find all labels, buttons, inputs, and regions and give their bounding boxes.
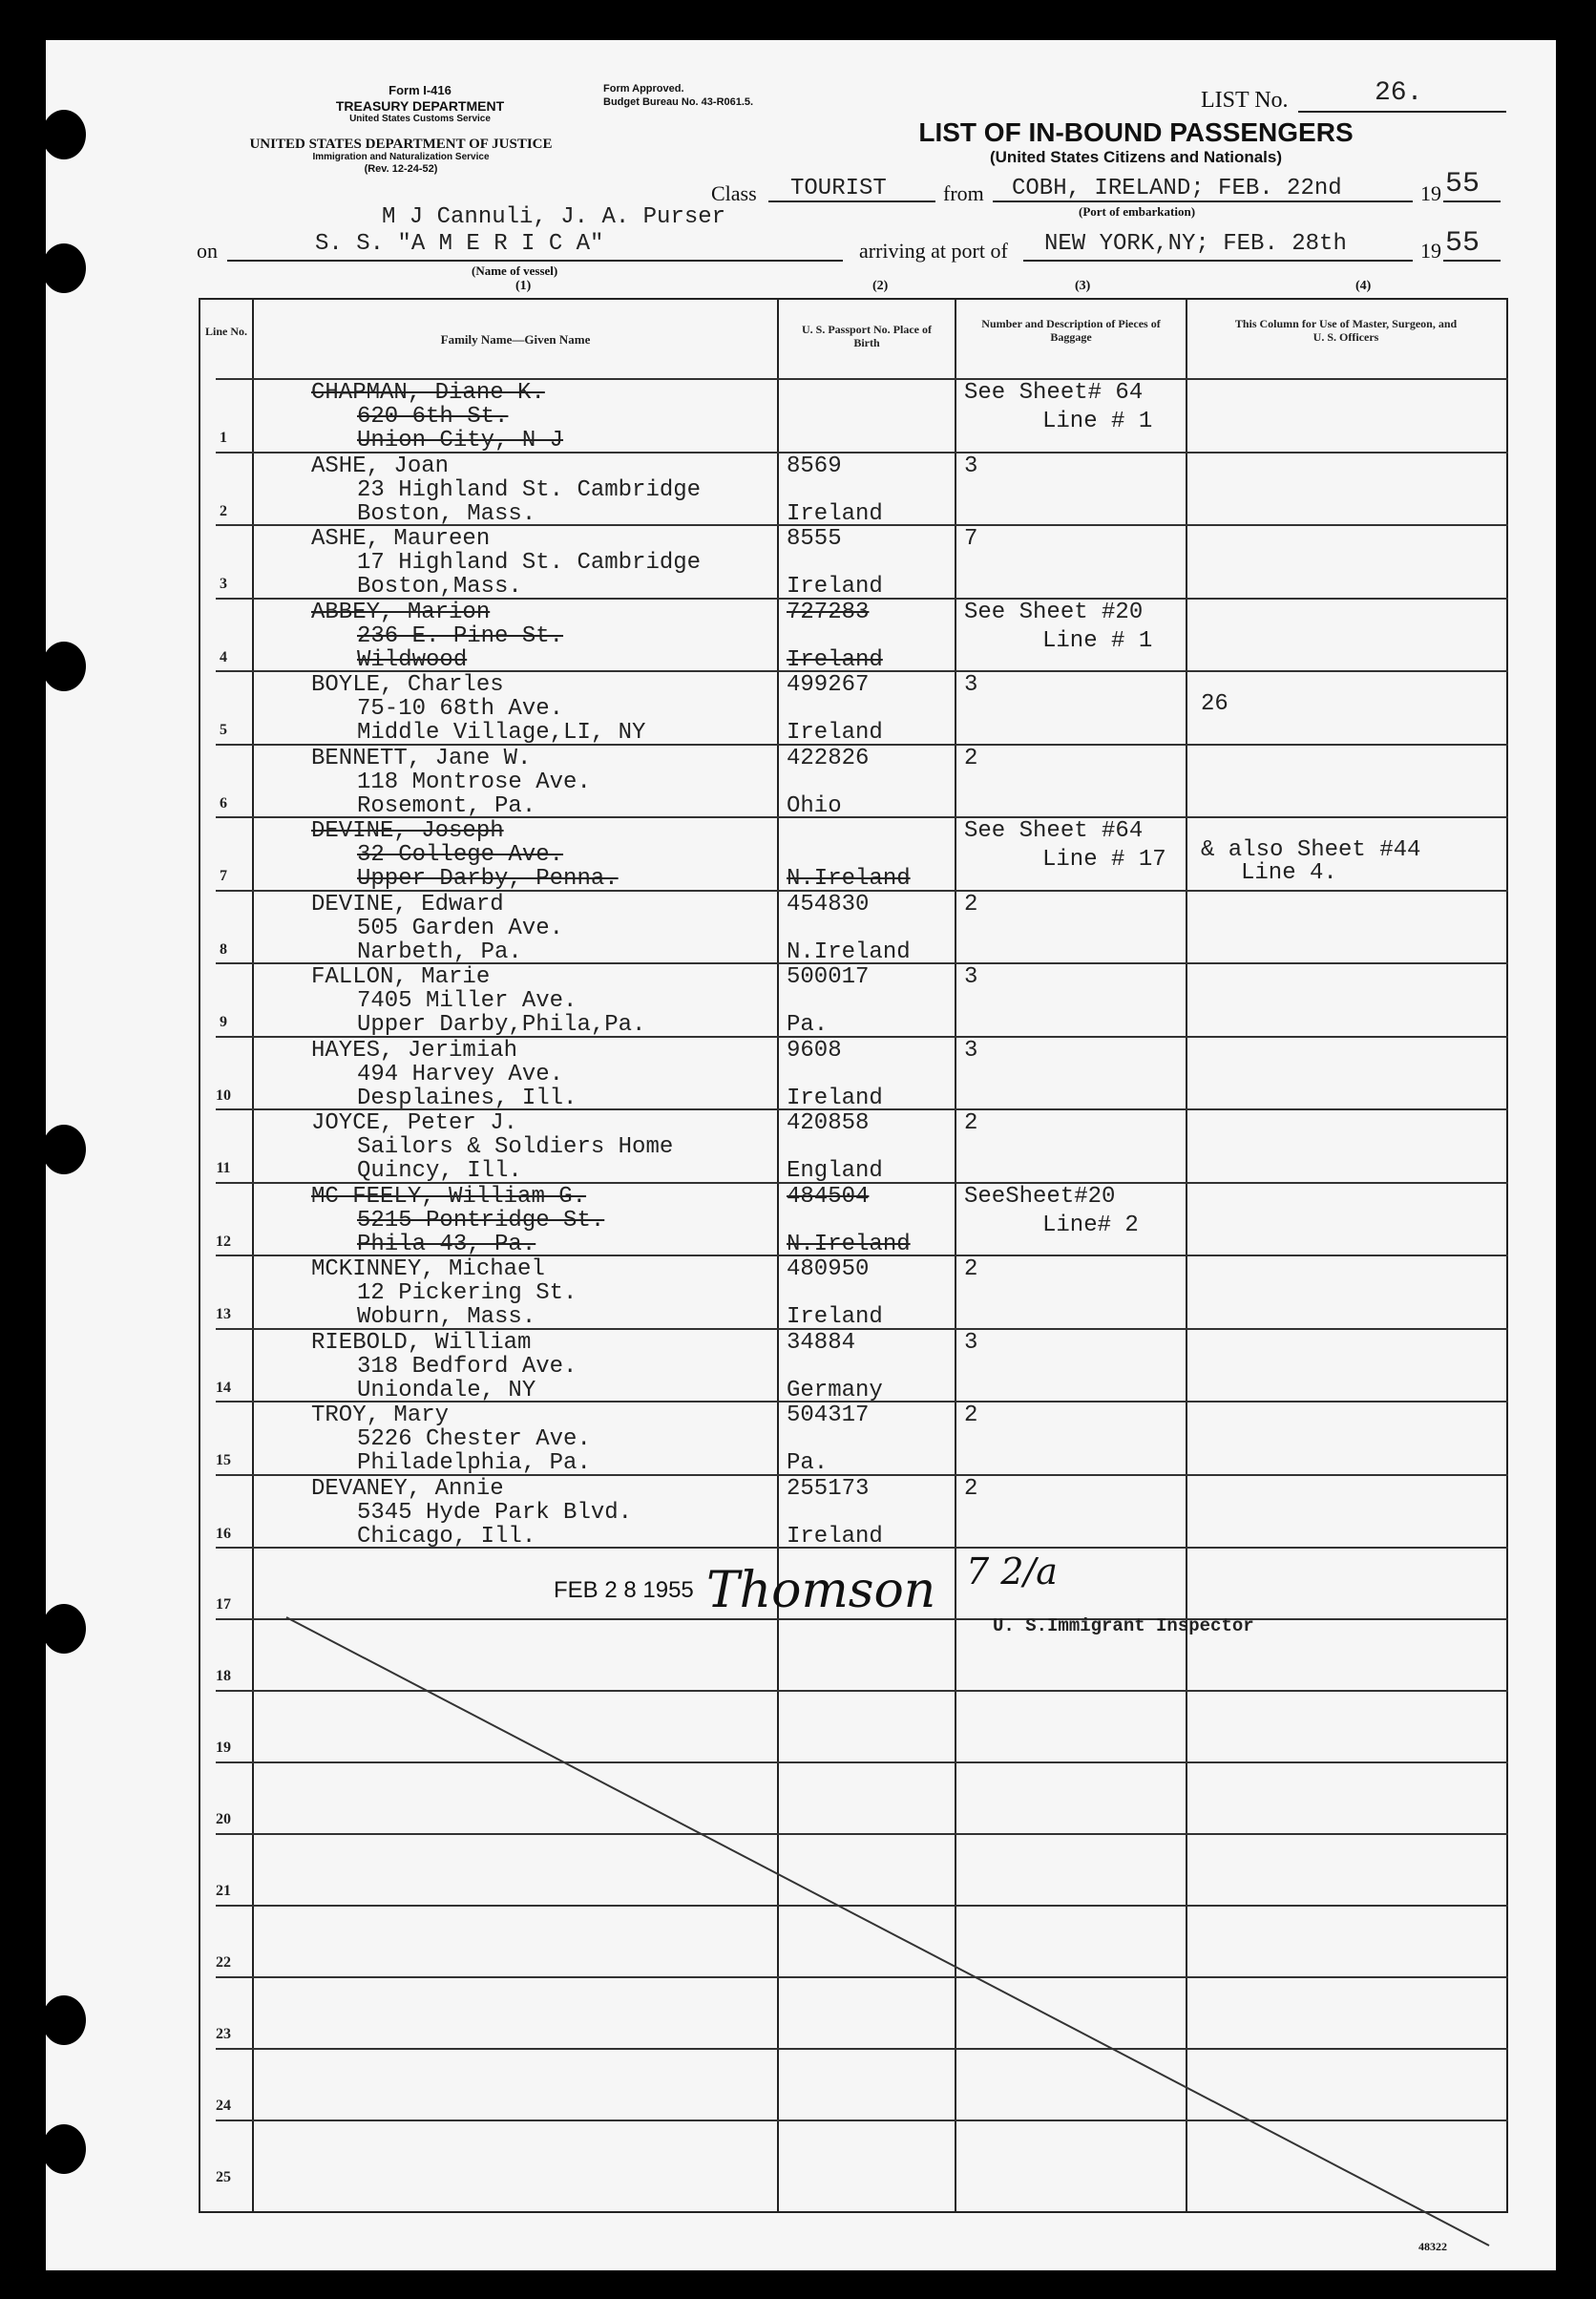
justice-department: UNITED STATES DEPARTMENT OF JUSTICE xyxy=(249,137,553,152)
passenger-name: JOYCE, Peter J. xyxy=(311,1110,518,1136)
baggage-line-1: 3 xyxy=(964,964,978,990)
passport-number: 480950 xyxy=(787,1256,870,1282)
from-label: from xyxy=(943,181,984,205)
line-number: 19 xyxy=(216,1740,231,1756)
place-of-birth: N.Ireland xyxy=(787,1231,911,1257)
baggage-line-1: 3 xyxy=(964,453,978,479)
passenger-address-1: 620 6th St. xyxy=(357,404,509,430)
place-of-birth: Ireland xyxy=(787,646,883,673)
line-number: 15 xyxy=(216,1452,231,1468)
passenger-address-1: 17 Highland St. Cambridge xyxy=(357,550,702,576)
passport-number: 727283 xyxy=(787,599,870,625)
customs-service: United States Customs Service xyxy=(349,114,491,124)
passport-number: 9608 xyxy=(787,1037,842,1064)
arriving-value: NEW YORK,NY; FEB. 28th xyxy=(1044,231,1347,257)
place-of-birth: N.Ireland xyxy=(787,866,911,892)
baggage-line-1: 2 xyxy=(964,1110,978,1136)
passenger-address-2: Phila 43, Pa. xyxy=(357,1231,536,1257)
line-number: 25 xyxy=(216,2169,231,2185)
passenger-address-1: 118 Montrose Ave. xyxy=(357,769,591,795)
footer-code: 48322 xyxy=(1418,2240,1447,2253)
passport-number: 8555 xyxy=(787,526,842,552)
passenger-name: RIEBOLD, William xyxy=(311,1329,532,1356)
passenger-name: FALLON, Marie xyxy=(311,964,491,990)
passenger-address-2: Middle Village,LI, NY xyxy=(357,720,646,746)
inspector-signature: Thomson xyxy=(706,1562,936,1619)
line-number: 4 xyxy=(220,648,227,665)
baggage-line-1: 3 xyxy=(964,1329,978,1356)
passenger-name: MC FEELY, William G. xyxy=(311,1183,587,1210)
passenger-address-2: Desplaines, Ill. xyxy=(357,1085,578,1111)
header-line-no: Line No. xyxy=(204,325,247,338)
line-number: 6 xyxy=(220,794,227,812)
place-of-birth: Pa. xyxy=(787,1450,829,1476)
passenger-name: DEVINE, Joseph xyxy=(311,818,504,844)
baggage-line-2: Line# 2 xyxy=(1042,1212,1139,1238)
passenger-address-1: 23 Highland St. Cambridge xyxy=(357,476,702,503)
passenger-address-2: Rosemont, Pa. xyxy=(357,792,536,819)
passenger-address-1: 236 E. Pine St. xyxy=(357,622,564,649)
stamp-date: FEB 2 8 1955 xyxy=(554,1577,694,1603)
line-number: 2 xyxy=(220,502,227,519)
line-number: 7 xyxy=(220,868,227,884)
year-prefix: 19 xyxy=(1420,181,1441,205)
line-number: 8 xyxy=(220,940,227,958)
place-of-birth: Ireland xyxy=(787,1523,883,1550)
officer-note-1: & also Sheet #44 xyxy=(1201,837,1421,863)
passenger-address-2: Quincy, Ill. xyxy=(357,1158,522,1184)
passenger-address-1: 5345 Hyde Park Blvd. xyxy=(357,1499,633,1526)
passenger-address-2: Boston,Mass. xyxy=(357,574,522,600)
vessel-name: S. S. "A M E R I C A" xyxy=(315,231,604,257)
passenger-name: ASHE, Joan xyxy=(311,453,450,479)
col-3-number: (3) xyxy=(1075,279,1091,293)
from-value: COBH, IRELAND; FEB. 22nd xyxy=(1012,176,1342,201)
purser-name: M J Cannuli, J. A. Purser xyxy=(382,204,726,230)
class-label: Class xyxy=(711,181,757,205)
passenger-name: DEVANEY, Annie xyxy=(311,1475,504,1502)
list-no-label: LIST No. xyxy=(1201,88,1289,113)
place-of-birth: England xyxy=(787,1158,883,1184)
baggage-line-1: See Sheet# 64 xyxy=(964,380,1144,406)
header-passport: U. S. Passport No. Place of Birth xyxy=(802,323,932,350)
passport-number: 420858 xyxy=(787,1110,870,1136)
passenger-name: HAYES, Jerimiah xyxy=(311,1037,518,1064)
revision-date: (Rev. 12-24-52) xyxy=(364,163,438,175)
passenger-address-1: 318 Bedford Ave. xyxy=(357,1353,578,1380)
line-number: 24 xyxy=(216,2098,231,2114)
form-number: Form I-416 xyxy=(388,83,452,97)
line-number: 9 xyxy=(220,1014,227,1030)
line-number: 3 xyxy=(220,576,227,592)
line-number: 13 xyxy=(216,1306,231,1322)
passenger-address-2: Uniondale, NY xyxy=(357,1377,536,1403)
ins-service: Immigration and Naturalization Service xyxy=(312,152,490,162)
passport-number: 422826 xyxy=(787,745,870,771)
year-value: 55 xyxy=(1445,168,1480,200)
passenger-address-2: Chicago, Ill. xyxy=(357,1523,536,1550)
passenger-name: ASHE, Maureen xyxy=(311,526,491,552)
place-of-birth: Ireland xyxy=(787,1304,883,1330)
passport-number: 8569 xyxy=(787,453,842,479)
line-number: 18 xyxy=(216,1668,231,1684)
class-value: TOURIST xyxy=(790,176,887,201)
form-subtitle: (United States Citizens and Nationals) xyxy=(989,148,1283,166)
passport-number: 484504 xyxy=(787,1183,870,1210)
officer-note-2: Line 4. xyxy=(1241,860,1337,886)
passenger-address-2: Woburn, Mass. xyxy=(357,1304,536,1330)
baggage-line-2: Line # 17 xyxy=(1042,847,1166,873)
baggage-line-2: Line # 1 xyxy=(1042,627,1153,654)
passenger-address-1: 5226 Chester Ave. xyxy=(357,1426,591,1452)
passport-number: 504317 xyxy=(787,1403,870,1428)
officer-note-1: 26 xyxy=(1201,691,1228,717)
passport-number: 454830 xyxy=(787,891,870,917)
baggage-line-1: 2 xyxy=(964,891,978,917)
passenger-name: DEVINE, Edward xyxy=(311,891,504,917)
form-title: LIST OF IN-BOUND PASSENGERS xyxy=(918,117,1354,147)
col-4-number: (4) xyxy=(1355,279,1372,293)
passenger-name: ABBEY, Marion xyxy=(311,599,491,625)
arriving-label: arriving at port of xyxy=(859,239,1008,263)
passenger-address-1: 5215 Pontridge St. xyxy=(357,1207,605,1234)
baggage-line-1: 3 xyxy=(964,672,978,698)
line-number: 22 xyxy=(216,1954,231,1971)
line-number: 10 xyxy=(216,1086,231,1104)
passenger-address-2: Narbeth, Pa. xyxy=(357,939,522,965)
passenger-name: MCKINNEY, Michael xyxy=(311,1256,545,1282)
place-of-birth: Pa. xyxy=(787,1012,829,1038)
passport-number: 34884 xyxy=(787,1329,856,1356)
baggage-line-1: See Sheet #20 xyxy=(964,599,1144,625)
baggage-line-1: 3 xyxy=(964,1037,978,1064)
line-number: 17 xyxy=(216,1596,231,1613)
header-baggage: Number and Description of Pieces of Baggage xyxy=(981,317,1161,345)
line-number: 12 xyxy=(216,1233,231,1250)
line-number: 1 xyxy=(220,430,227,446)
passenger-address-1: 494 Harvey Ave. xyxy=(357,1061,564,1087)
line-number: 16 xyxy=(216,1525,231,1542)
passenger-address-1: Sailors & Soldiers Home xyxy=(357,1134,674,1160)
baggage-line-1: See Sheet #64 xyxy=(964,818,1144,844)
year-value-2: 55 xyxy=(1445,227,1480,260)
passport-number: 500017 xyxy=(787,964,870,990)
passenger-address-2: Upper Darby,Phila,Pa. xyxy=(357,1012,646,1038)
passenger-address-1: 75-10 68th Ave. xyxy=(357,696,564,722)
baggage-line-2: Line # 1 xyxy=(1042,409,1153,434)
budget-bureau: Budget Bureau No. 43-R061.5. xyxy=(603,96,754,108)
passenger-name: TROY, Mary xyxy=(311,1403,450,1428)
on-label: on xyxy=(197,239,218,263)
vessel-note: (Name of vessel) xyxy=(472,264,558,278)
baggage-line-1: 2 xyxy=(964,1403,978,1428)
year-prefix-2: 19 xyxy=(1420,239,1441,263)
passenger-address-1: 7405 Miller Ave. xyxy=(357,988,578,1014)
list-no-value: 26. xyxy=(1375,78,1423,108)
passenger-address-1: 32 College Ave. xyxy=(357,842,564,868)
passport-number: 255173 xyxy=(787,1475,870,1502)
place-of-birth: Ireland xyxy=(787,720,883,746)
line-number: 23 xyxy=(216,2026,231,2042)
place-of-birth: Ireland xyxy=(787,574,883,600)
baggage-line-1: SeeSheet#20 xyxy=(964,1183,1116,1210)
passenger-address-1: 505 Garden Ave. xyxy=(357,915,564,941)
passenger-address-2: Union City, N J xyxy=(357,428,564,453)
passenger-name: BENNETT, Jane W. xyxy=(311,745,532,771)
place-of-birth: Germany xyxy=(787,1377,883,1403)
passport-number: 499267 xyxy=(787,672,870,698)
col-2-number: (2) xyxy=(872,279,889,293)
baggage-line-1: 2 xyxy=(964,745,978,771)
passenger-address-2: Philadelphia, Pa. xyxy=(357,1450,591,1476)
baggage-line-1: 2 xyxy=(964,1256,978,1282)
baggage-line-1: 7 xyxy=(964,526,978,552)
line-number: 14 xyxy=(216,1379,231,1396)
inspector-title: U. S.Immigrant Inspector xyxy=(993,1615,1254,1636)
line-number: 21 xyxy=(216,1883,231,1899)
passenger-address-2: Boston, Mass. xyxy=(357,500,536,527)
passenger-name: CHAPMAN, Diane K. xyxy=(311,380,545,406)
line-number: 5 xyxy=(220,722,227,738)
place-of-birth: Ohio xyxy=(787,792,842,819)
passenger-name: BOYLE, Charles xyxy=(311,672,504,698)
place-of-birth: N.Ireland xyxy=(787,939,911,965)
inspector-initials: 7 2/a xyxy=(966,1550,1058,1592)
header-name: Family Name—Given Name xyxy=(440,332,591,347)
place-of-birth: Ireland xyxy=(787,1085,883,1111)
passenger-address-2: Wildwood xyxy=(357,646,468,673)
passenger-address-2: Upper Darby, Penna. xyxy=(357,866,619,892)
treasury-department: TREASURY DEPARTMENT xyxy=(335,98,505,114)
col-1-number: (1) xyxy=(515,279,532,293)
line-number: 11 xyxy=(216,1160,231,1176)
passenger-address-1: 12 Pickering St. xyxy=(357,1280,578,1306)
baggage-line-1: 2 xyxy=(964,1475,978,1502)
header-officers: This Column for Use of Master, Surgeon, and U. S. Officers xyxy=(1234,317,1458,345)
place-of-birth: Ireland xyxy=(787,500,883,527)
form-approved: Form Approved. xyxy=(603,83,684,95)
embarkation-note: (Port of embarkation) xyxy=(1079,204,1196,219)
line-number: 20 xyxy=(216,1811,231,1827)
